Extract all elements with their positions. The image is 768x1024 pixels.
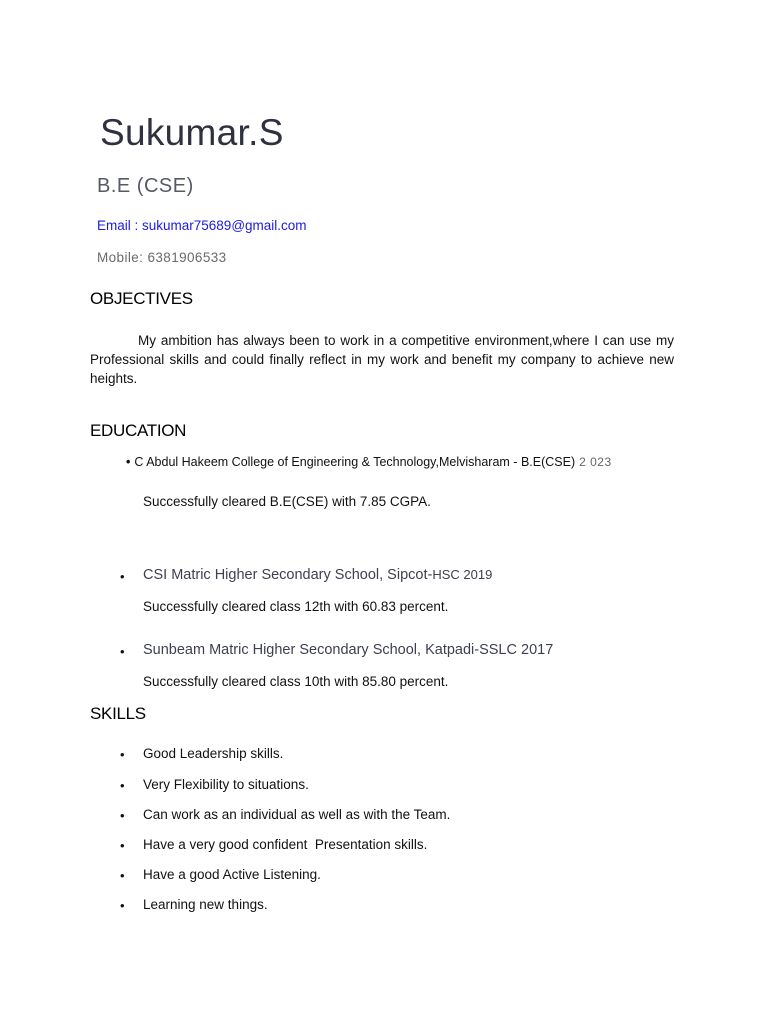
skill-item: Learning new things. [143,897,268,912]
hsc-description: Successfully cleared class 12th with 60.83 percent. [143,599,449,614]
bullet-icon: • [120,569,125,584]
bullet-icon: • [126,455,131,469]
skills-heading: SKILLS [90,704,146,723]
bullet-icon: • [120,838,125,853]
skill-item: Have a good Active Listening. [143,867,321,882]
hsc-school-name: CSI Matric Higher Secondary School, Sipcot- [143,567,433,583]
college-year: 2 023 [579,455,612,469]
education-heading: EDUCATION [90,421,187,440]
skill-item: Have a very good confident Presentation skills. [143,837,428,852]
skill-item: Very Flexibility to situations. [143,777,309,792]
bullet-icon: • [120,747,125,762]
education-college-entry [126,455,612,469]
candidate-name: Sukumar.S [100,112,284,153]
college-name: C Abdul Hakeem College of Engineering & Technology,Melvisharam - B.E(CSE) [134,455,576,469]
candidate-degree: B.E (CSE) [97,175,194,197]
bullet-icon: • [120,778,125,793]
bullet-icon: • [120,808,125,823]
bullet-icon: • [120,898,125,913]
sslc-description: Successfully cleared class 10th with 85.80 percent. [143,674,449,689]
email-address[interactable]: Email : sukumar75689@gmail.com [97,218,307,233]
sslc-school-name: Sunbeam Matric Higher Secondary School, Katpadi-SSLC 2017 [143,642,554,658]
hsc-level: HSC 2019 [432,567,493,582]
mobile-number: Mobile: 6381906533 [97,250,227,265]
bullet-icon: • [120,868,125,883]
objectives-heading: OBJECTIVES [90,289,193,308]
hsc-school-entry [143,567,492,583]
college-description: Successfully cleared B.E(CSE) with 7.85 CGPA. [143,494,431,509]
bullet-icon: • [120,644,125,659]
skill-item: Good Leadership skills. [143,746,284,761]
objective-text: My ambition has always been to work in a competitive environment,where I can use my Professional skills and could finally reflect in my work and benefit my company to achieve new heights. [90,333,674,386]
skill-item: Can work as an individual as well as with the Team. [143,807,451,822]
